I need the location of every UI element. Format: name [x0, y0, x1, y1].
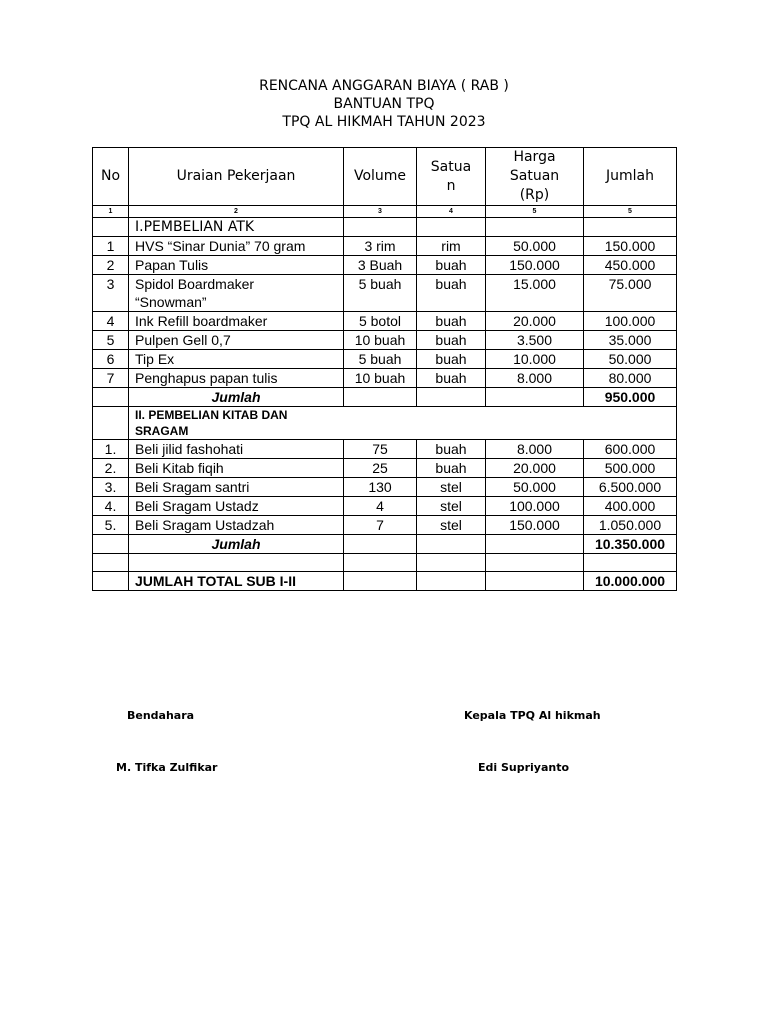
grand-total-row	[93, 572, 677, 591]
document-subtitle-year: TPQ AL HIKMAH TAHUN 2023	[282, 114, 486, 130]
row-uraian: Beli Kitab fiqih	[129, 459, 344, 478]
row-harga: 8.000	[486, 369, 584, 388]
section-1-header-row	[93, 218, 677, 237]
row-harga: 150.000	[486, 516, 584, 535]
row-no: 4.	[93, 497, 129, 516]
row-volume: 10 buah	[344, 331, 417, 350]
row-jumlah: 35.000	[584, 331, 677, 350]
row-satuan: buah	[417, 440, 486, 459]
row-satuan: buah	[417, 459, 486, 478]
header-no: No	[93, 148, 129, 206]
subtotal-value: 10.350.000	[584, 535, 677, 554]
row-harga: 20.000	[486, 312, 584, 331]
row-no: 2.	[93, 459, 129, 478]
grand-total-label: JUMLAH TOTAL SUB I-II	[129, 572, 344, 591]
table-row	[93, 331, 677, 350]
row-harga: 3.500	[486, 331, 584, 350]
row-uraian: Beli jilid fashohati	[129, 440, 344, 459]
row-no: 7	[93, 369, 129, 388]
subtotal-label: Jumlah	[129, 535, 344, 554]
row-no: 5	[93, 331, 129, 350]
row-volume: 5 botol	[344, 312, 417, 331]
row-satuan: stel	[417, 516, 486, 535]
table-row	[93, 478, 677, 497]
row-volume: 3 rim	[344, 237, 417, 256]
grand-total-value: 10.000.000	[584, 572, 677, 591]
row-harga: 20.000	[486, 459, 584, 478]
table-row	[93, 516, 677, 535]
row-jumlah: 450.000	[584, 256, 677, 275]
row-satuan: buah	[417, 350, 486, 369]
column-index-row	[93, 206, 677, 218]
row-uraian	[129, 275, 344, 312]
row-uraian: Papan Tulis	[129, 256, 344, 275]
header-satuan	[417, 148, 486, 206]
signature-left-role: Bendahara	[127, 709, 195, 722]
row-volume: 75	[344, 440, 417, 459]
section-2-header-row	[93, 407, 677, 440]
table-row	[93, 440, 677, 459]
row-volume: 3 Buah	[344, 256, 417, 275]
header-uraian: Uraian Pekerjaan	[129, 148, 344, 206]
header-harga-line1: Harga	[513, 149, 556, 165]
row-jumlah: 600.000	[584, 440, 677, 459]
table-row	[93, 369, 677, 388]
header-harga-line3: (Rp)	[519, 187, 550, 203]
row-volume: 5 buah	[344, 350, 417, 369]
document-title: RENCANA ANGGARAN BIAYA ( RAB )	[259, 78, 509, 94]
row-satuan: stel	[417, 497, 486, 516]
row-uraian: Penghapus papan tulis	[129, 369, 344, 388]
row-uraian: Ink Refill boardmaker	[129, 312, 344, 331]
row-volume: 7	[344, 516, 417, 535]
index-cell: 1	[93, 206, 129, 218]
row-no: 1.	[93, 440, 129, 459]
table-row	[93, 312, 677, 331]
index-cell: 2	[129, 206, 344, 218]
table-row	[93, 497, 677, 516]
table-row	[93, 237, 677, 256]
row-no: 4	[93, 312, 129, 331]
row-harga: 100.000	[486, 497, 584, 516]
section-2-title	[129, 407, 677, 440]
table-header-row	[93, 148, 677, 206]
index-cell: 5	[584, 206, 677, 218]
section-2-title-line2: SRAGAM	[135, 424, 189, 438]
index-cell: 5	[486, 206, 584, 218]
row-no: 3.	[93, 478, 129, 497]
index-cell: 3	[344, 206, 417, 218]
section-1-title: I.PEMBELIAN ATK	[129, 218, 344, 237]
header-volume: Volume	[344, 148, 417, 206]
row-jumlah: 6.500.000	[584, 478, 677, 497]
row-satuan: buah	[417, 331, 486, 350]
row-no: 1	[93, 237, 129, 256]
row-uraian: Beli Sragam Ustadzah	[129, 516, 344, 535]
row-uraian: Beli Sragam santri	[129, 478, 344, 497]
row-jumlah: 150.000	[584, 237, 677, 256]
row-harga: 150.000	[486, 256, 584, 275]
subtotal-label: Jumlah	[129, 388, 344, 407]
section-2-title-line1: II. PEMBELIAN KITAB DAN	[135, 408, 288, 422]
table-row	[93, 256, 677, 275]
header-satuan-line2: n	[446, 177, 456, 194]
row-harga: 50.000	[486, 237, 584, 256]
row-satuan: rim	[417, 237, 486, 256]
row-no: 3	[93, 275, 129, 312]
header-harga-line2: Satuan	[509, 168, 560, 184]
row-uraian-line2: “Snowman”	[135, 294, 207, 310]
row-jumlah: 500.000	[584, 459, 677, 478]
row-jumlah: 400.000	[584, 497, 677, 516]
row-harga: 10.000	[486, 350, 584, 369]
row-satuan: buah	[417, 369, 486, 388]
row-jumlah: 75.000	[584, 275, 677, 312]
row-jumlah: 50.000	[584, 350, 677, 369]
row-volume: 10 buah	[344, 369, 417, 388]
table-row	[93, 459, 677, 478]
section-1-subtotal-row	[93, 388, 677, 407]
row-harga: 15.000	[486, 275, 584, 312]
row-no: 6	[93, 350, 129, 369]
row-volume: 4	[344, 497, 417, 516]
subtotal-value: 950.000	[584, 388, 677, 407]
row-jumlah: 80.000	[584, 369, 677, 388]
row-jumlah: 1.050.000	[584, 516, 677, 535]
row-satuan: buah	[417, 312, 486, 331]
table-row	[93, 275, 677, 312]
row-volume: 25	[344, 459, 417, 478]
signature-right-role: Kepala TPQ Al hikmah	[464, 709, 601, 722]
row-no: 2	[93, 256, 129, 275]
signature-right-name: Edi Supriyanto	[478, 761, 570, 774]
row-uraian: Beli Sragam Ustadz	[129, 497, 344, 516]
row-uraian: Tip Ex	[129, 350, 344, 369]
document-subtitle: BANTUAN TPQ	[333, 96, 435, 112]
row-satuan: stel	[417, 478, 486, 497]
row-volume: 130	[344, 478, 417, 497]
row-uraian-line1: Spidol Boardmaker	[135, 276, 255, 292]
section-2-subtotal-row	[93, 535, 677, 554]
row-harga: 50.000	[486, 478, 584, 497]
header-jumlah: Jumlah	[584, 148, 677, 206]
header-satuan-line1: Satua	[430, 158, 472, 175]
row-volume: 5 buah	[344, 275, 417, 312]
row-harga: 8.000	[486, 440, 584, 459]
table-row	[93, 350, 677, 369]
row-uraian: HVS “Sinar Dunia” 70 gram	[129, 237, 344, 256]
signature-left-name: M. Tifka Zulfikar	[116, 761, 218, 774]
row-no: 5.	[93, 516, 129, 535]
index-cell: 4	[417, 206, 486, 218]
header-harga	[486, 148, 584, 206]
row-jumlah: 100.000	[584, 312, 677, 331]
blank-row	[93, 554, 677, 572]
row-satuan: buah	[417, 256, 486, 275]
budget-table	[92, 147, 677, 591]
row-satuan: buah	[417, 275, 486, 312]
row-uraian: Pulpen Gell 0,7	[129, 331, 344, 350]
